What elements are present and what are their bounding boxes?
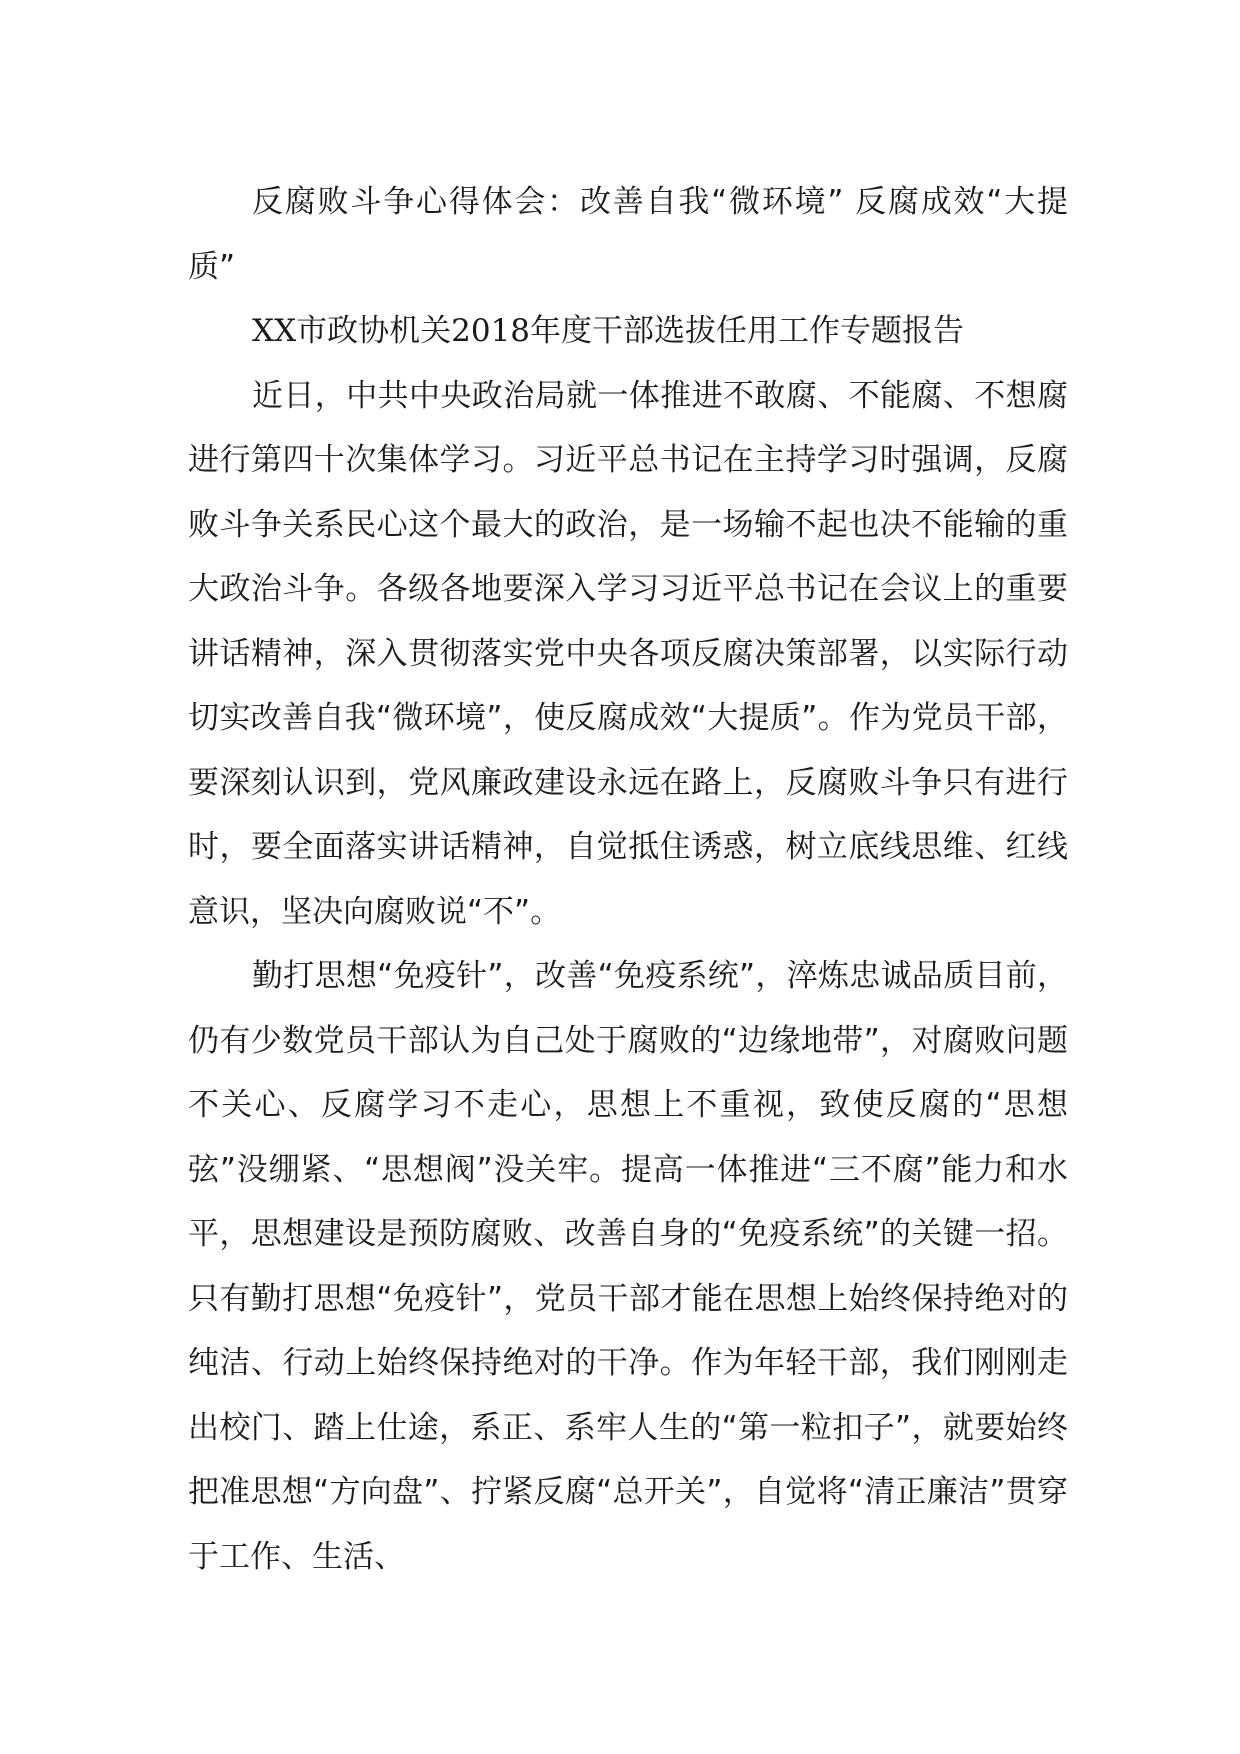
- document-subtitle: XX市政协机关2018年度干部选拔任用工作专题报告: [252, 313, 965, 349]
- paragraph-2: 勤打思想“免疫针”，改善“免疫系统”，淬炼忠诚品质目前，仍有少数党员干部认为自己处于腐败的“边缘地带”，对腐败问题不关心、反腐学习不走心，思想上不重视，致使反腐的“思想弦”没绷紧、“思想阀”没关牢。提高一体推进“三不腐”能力和水平，思想建设是预防腐败、改善自身的“免疫系统”的关键一招。只有勤打思想“免疫针”，党员干部才能在思想上始终保持绝对的纯洁、行动上始终保持绝对的干净。作为年轻干部，我们刚刚走出校门、踏上仕途，系正、系牢人生的“第一粒扣子”，就要始终把准思想“方向盘”、拧紧反腐“总开关”，自觉将“清正廉洁”贯穿于工作、生活、: [188, 958, 1068, 1575]
- document-title: 反腐败斗争心得体会：改善自我“微环境” 反腐成效“大提质”: [188, 184, 1068, 285]
- document-body: [188, 170, 1068, 1589]
- paragraph-1: 近日，中共中央政治局就一体推进不敢腐、不能腐、不想腐进行第四十次集体学习。习近平总书记在主持学习时强调，反腐败斗争关系民心这个最大的政治，是一场输不起也决不能输的重大政治斗争。各级各地要深入学习习近平总书记在会议上的重要讲话精神，深入贯彻落实党中央各项反腐决策部署，以实际行动切实改善自我“微环境”，使反腐成效“大提质”。作为党员干部，要深刻认识到，党风廉政建设永远在路上，反腐败斗争只有进行时，要全面落实讲话精神，自觉抵住诱惑，树立底线思维、红线意识，坚决向腐败说“不”。: [188, 377, 1068, 930]
